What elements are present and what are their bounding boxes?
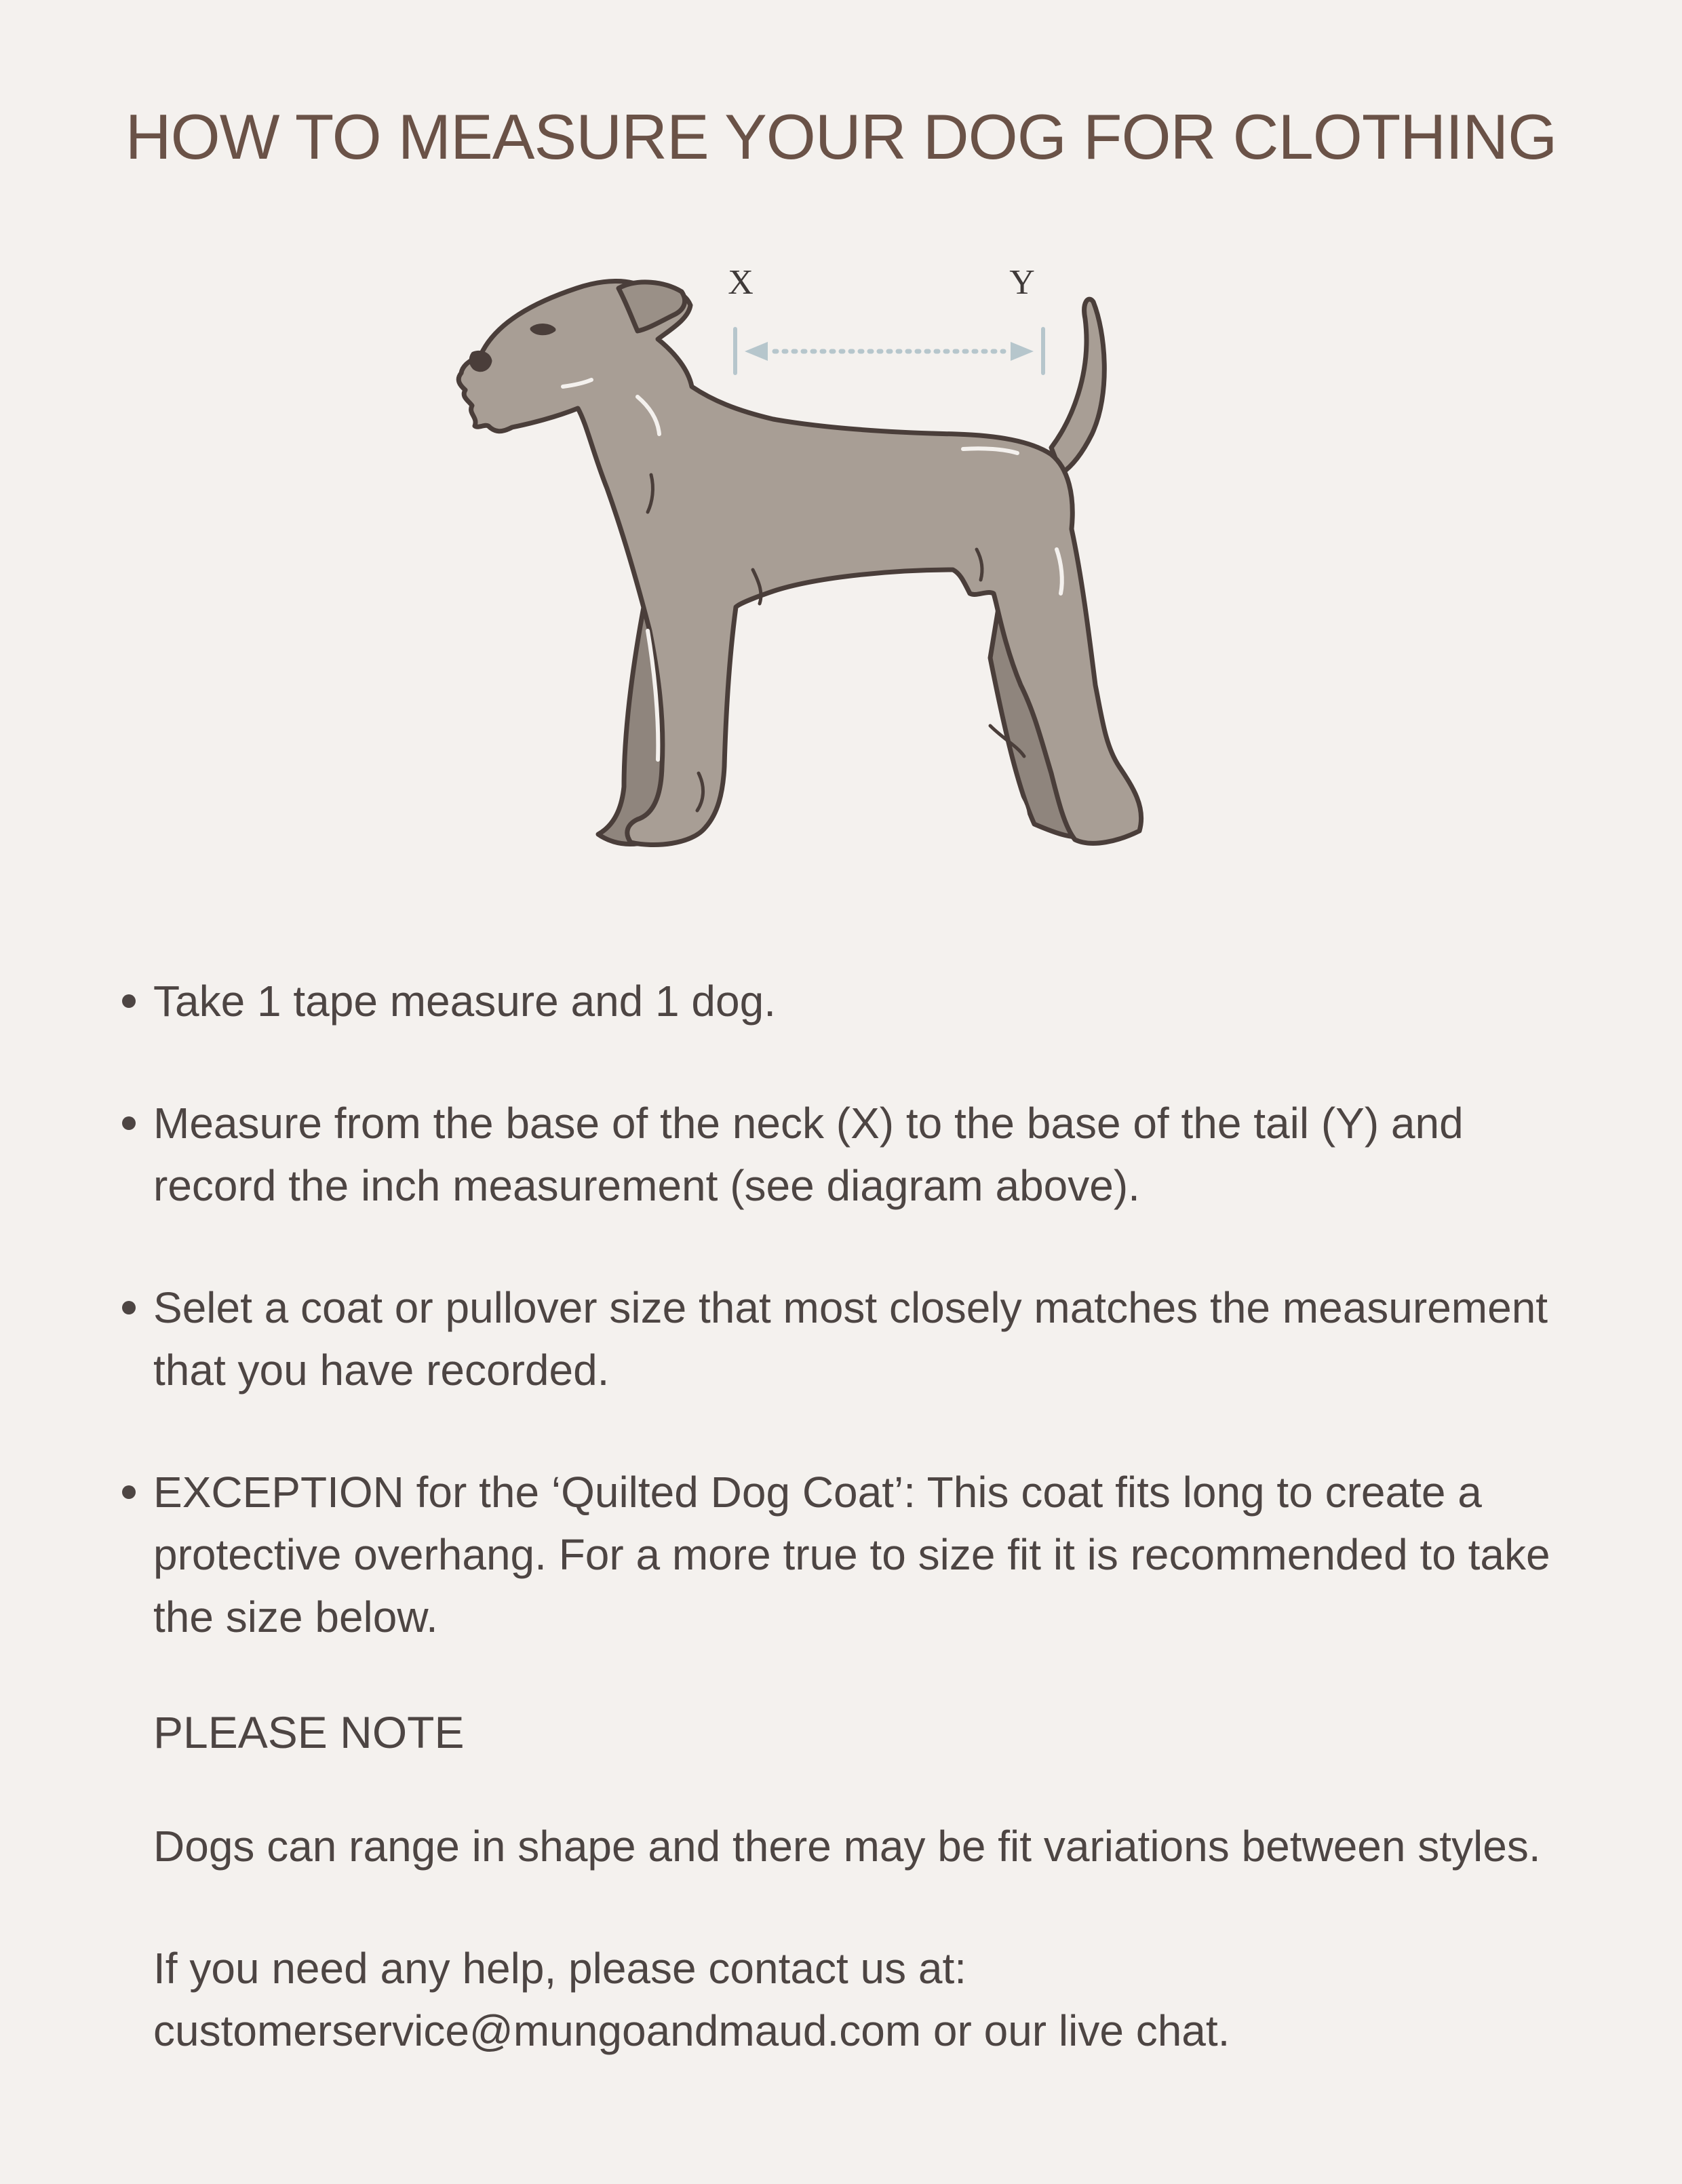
step-text: Selet a coat or pullover size that most closely matches the measurement that you have recorded. <box>153 1283 1548 1395</box>
dog-icon <box>458 281 1141 844</box>
step-text: Measure from the base of the neck (X) to the base of the tail (Y) and record the inch measurement (see diagram above). <box>153 1099 1464 1210</box>
contact-email-link[interactable]: customerservice@mungoandmaud.com or our live chat. <box>153 2006 1230 2055</box>
page-title: HOW TO MEASURE YOUR DOG FOR CLOTHING <box>125 101 1557 172</box>
bullet-icon <box>122 1116 136 1130</box>
instruction-list <box>122 970 1587 1708</box>
note-heading: PLEASE NOTE <box>153 1707 465 1757</box>
list-item <box>122 1276 1587 1401</box>
step-text: Take 1 tape measure and 1 dog. <box>153 977 776 1026</box>
list-item <box>122 1461 1587 1648</box>
dog-measurement-diagram-icon <box>420 251 1221 895</box>
note-body: Dogs can range in shape and there may be fit variations between styles. <box>153 1822 1541 1871</box>
contact-info <box>153 1937 1591 2062</box>
bullet-icon <box>122 1301 136 1314</box>
list-item <box>122 970 1587 1032</box>
label-x: X <box>728 263 754 302</box>
step-text: EXCEPTION for the ‘Quilted Dog Coat’: This coat fits long to create a protective overhang. For a more true to size fit it is recommended to take the size below. <box>153 1468 1550 1641</box>
dog-measurement-diagram <box>420 251 1221 895</box>
label-y: Y <box>1009 263 1035 302</box>
bullet-icon <box>122 994 136 1008</box>
measurement-arrow-icon <box>735 329 1043 373</box>
contact-line: If you need any help, please contact us at: <box>153 1944 967 1993</box>
list-item <box>122 1092 1587 1217</box>
bullet-icon <box>122 1485 136 1499</box>
